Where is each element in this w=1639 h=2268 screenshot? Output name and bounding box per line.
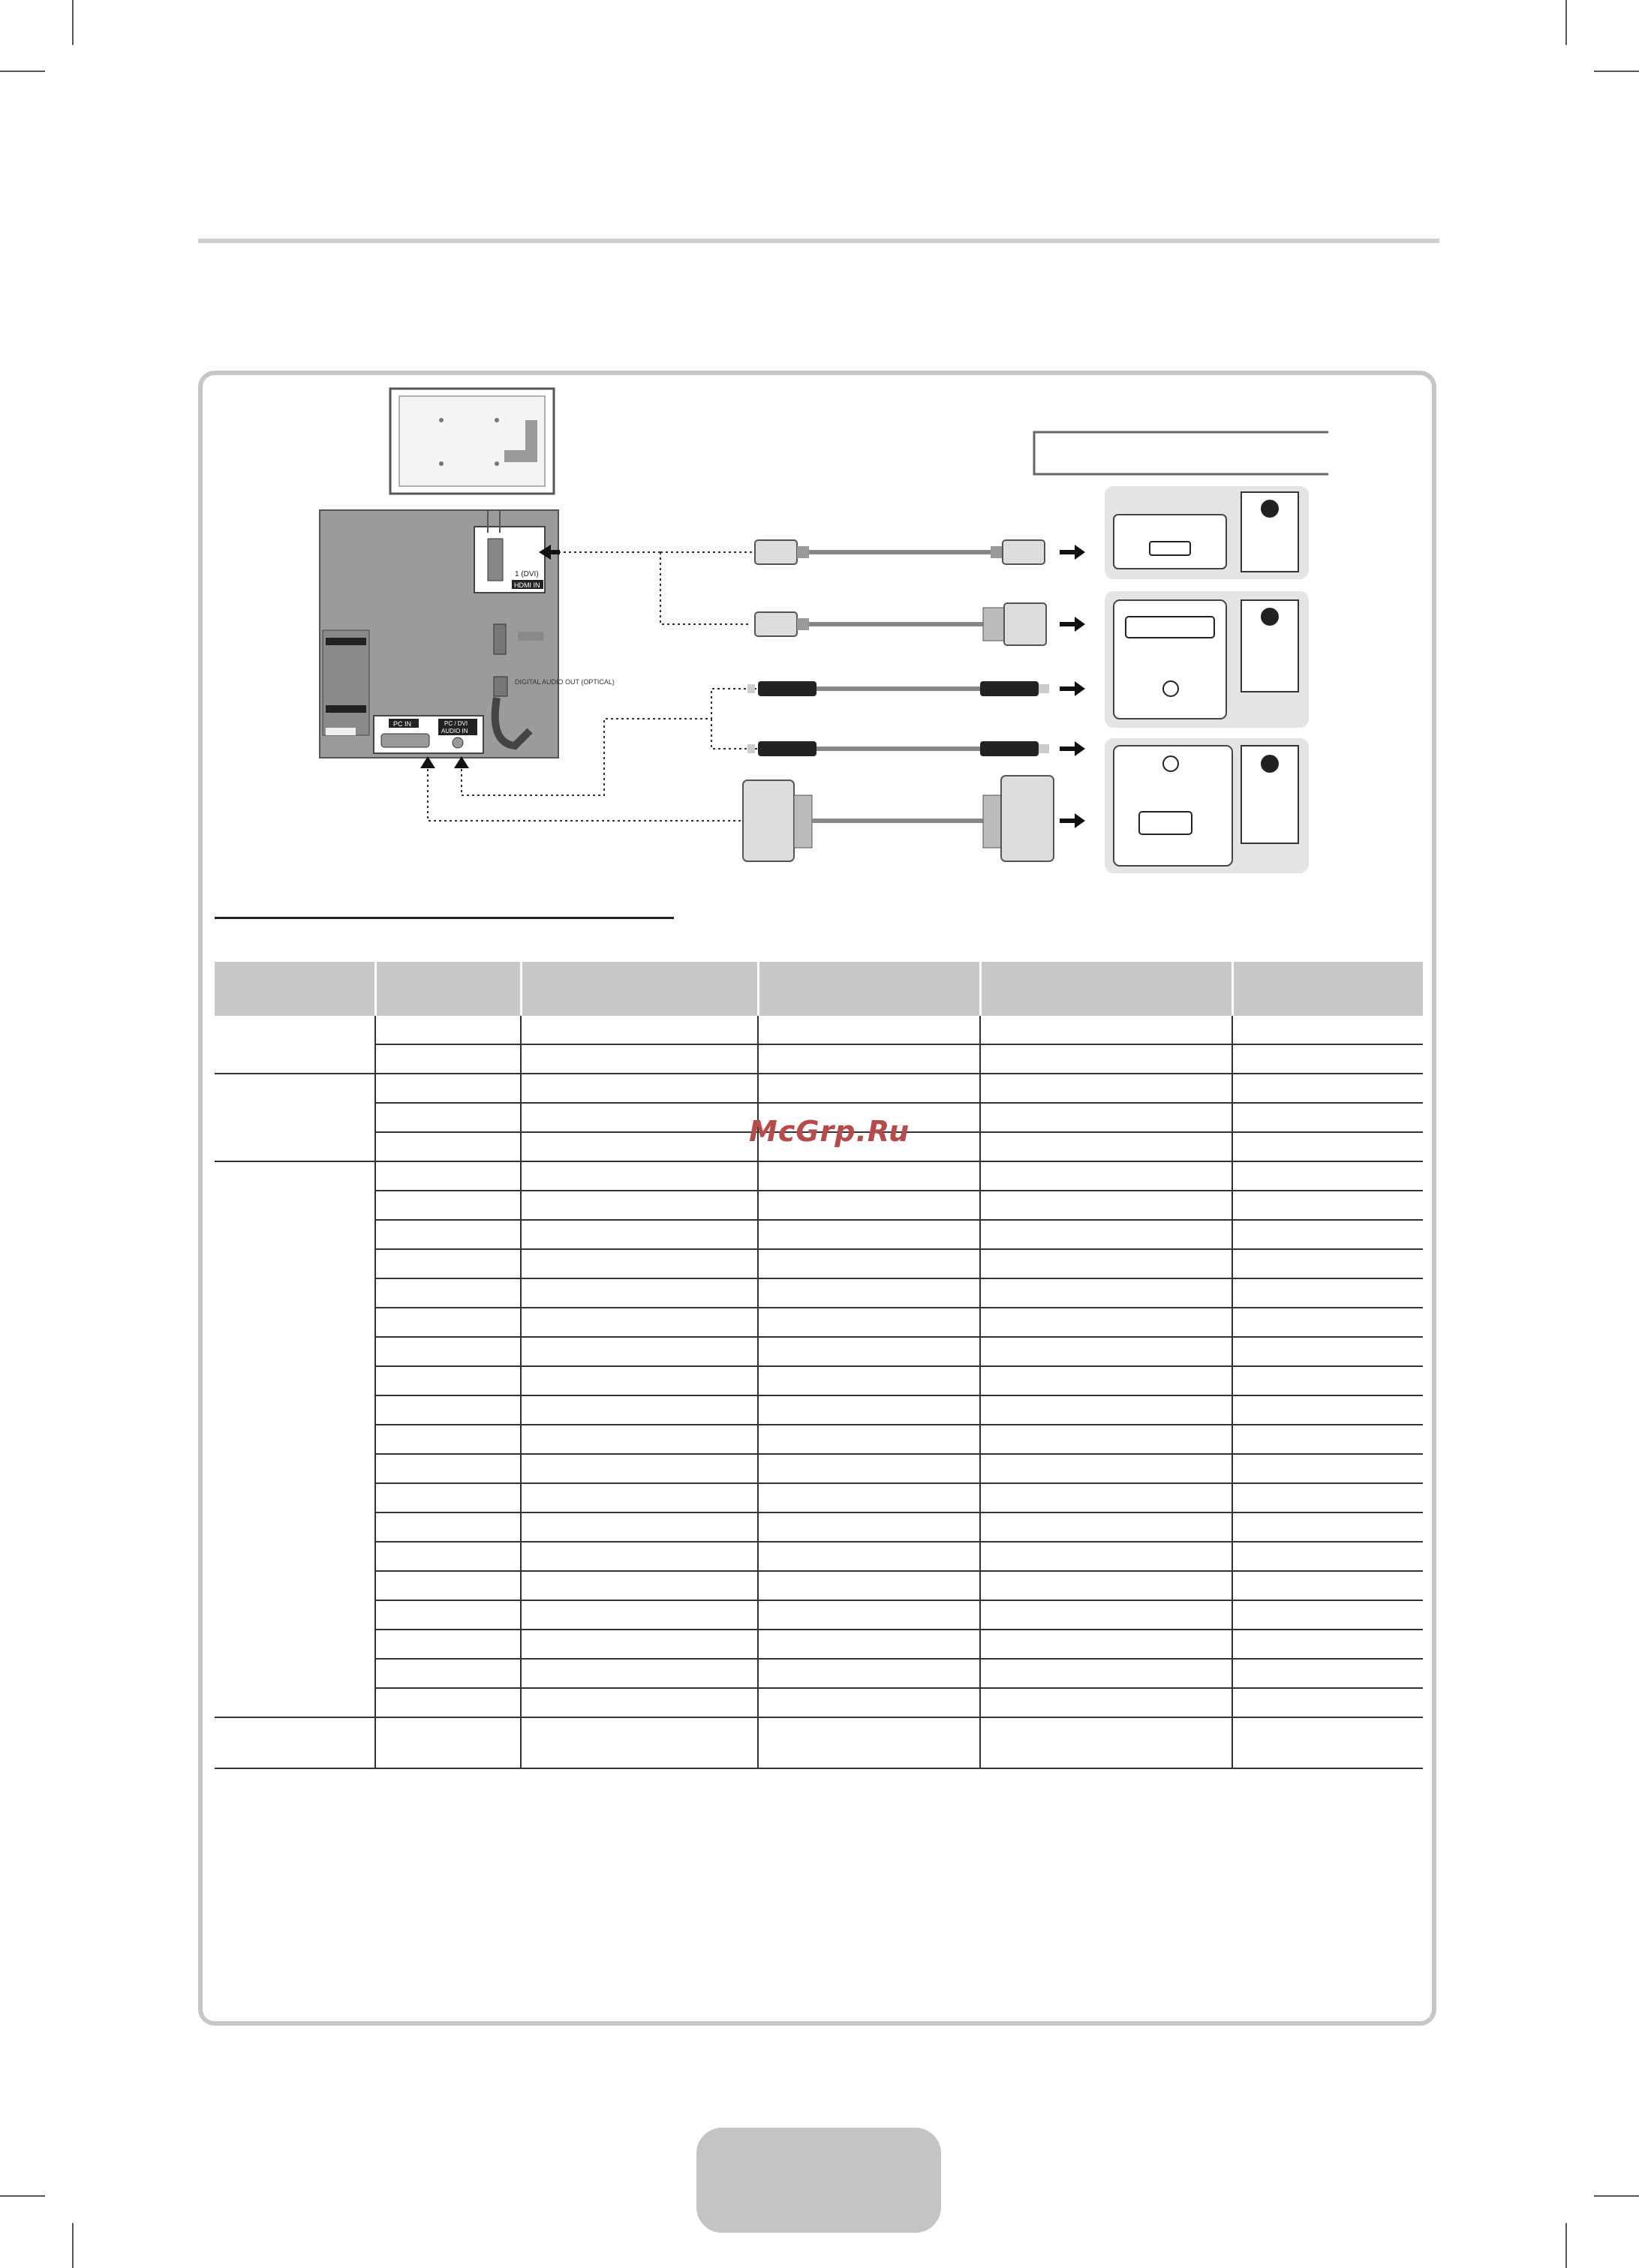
table-cell [375, 1395, 521, 1425]
table-cell [1232, 1103, 1423, 1132]
table-cell [980, 1278, 1232, 1308]
table-cell [1232, 1688, 1423, 1717]
dsub-cable [743, 776, 1054, 861]
table-cell [521, 1249, 758, 1278]
crop-mark [72, 0, 74, 45]
table-cell [375, 1016, 521, 1044]
table-cell [1232, 1571, 1423, 1600]
table-cell [521, 1425, 758, 1454]
table-cell [375, 1044, 521, 1074]
audio-in-label: AUDIO IN [441, 728, 468, 734]
table-cell [980, 1454, 1232, 1483]
table-group-cell [215, 1161, 375, 1717]
table-cell [980, 1630, 1232, 1659]
table-cell [1232, 1425, 1423, 1454]
table-cell [758, 1191, 980, 1220]
table-cell [521, 1688, 758, 1717]
table-cell [1232, 1220, 1423, 1249]
tv-thumbnail [390, 389, 554, 494]
table-cell [980, 1016, 1232, 1044]
table-cell [758, 1425, 980, 1454]
table-cell [758, 1278, 980, 1308]
table-cell [1232, 1600, 1423, 1630]
table-cell [1232, 1717, 1423, 1768]
table-group-cell [215, 1074, 375, 1161]
table-header-cell [1232, 962, 1423, 1016]
table-cell [1232, 1542, 1423, 1571]
crop-mark [1565, 0, 1567, 45]
arrow-icons [1060, 545, 1085, 828]
table-cell [758, 1337, 980, 1366]
table-cell [758, 1688, 980, 1717]
table-cell [758, 1161, 980, 1191]
table-cell [375, 1278, 521, 1308]
table-cell [1232, 1483, 1423, 1513]
table-cell [1232, 1308, 1423, 1337]
table-cell [1232, 1630, 1423, 1659]
table-cell [521, 1395, 758, 1425]
audio-cable [747, 681, 1049, 696]
table-row [215, 1513, 1423, 1542]
table-cell [980, 1483, 1232, 1513]
table-row [215, 1542, 1423, 1571]
table-cell [1232, 1278, 1423, 1308]
table-cell [980, 1600, 1232, 1630]
table-cell [980, 1191, 1232, 1220]
table-cell [758, 1717, 980, 1768]
table-row [215, 1630, 1423, 1659]
table-cell [980, 1395, 1232, 1425]
table-cell [980, 1425, 1232, 1454]
header-rule [198, 239, 1439, 243]
table-cell [1232, 1337, 1423, 1366]
table-header-cell [758, 962, 980, 1016]
table-group-cell [215, 1016, 375, 1074]
table-cell [980, 1132, 1232, 1161]
digital-audio-label: DIGITAL AUDIO OUT (OPTICAL) [515, 678, 615, 686]
table-cell [375, 1513, 521, 1542]
pc-device-hdmi [1105, 486, 1309, 579]
hdmi-in-label: HDMI IN [514, 581, 540, 589]
table-cell [980, 1308, 1232, 1337]
table-cell [521, 1191, 758, 1220]
table-cell [521, 1483, 758, 1513]
table-cell [980, 1571, 1232, 1600]
table-row [215, 1600, 1423, 1630]
watermark: McGrp.Ru [749, 1115, 910, 1148]
table-cell [980, 1717, 1232, 1768]
table-cell [375, 1220, 521, 1249]
crop-mark [0, 2195, 45, 2197]
table-cell [375, 1483, 521, 1513]
table-cell [758, 1483, 980, 1513]
table-cell [980, 1220, 1232, 1249]
table-cell [1232, 1044, 1423, 1074]
tv-rear-panel [320, 510, 615, 758]
table-cell [521, 1630, 758, 1659]
table-cell [1232, 1249, 1423, 1278]
table-row [215, 1278, 1423, 1308]
table-cell [375, 1600, 521, 1630]
table-row [215, 1016, 1423, 1044]
table-cell [1232, 1659, 1423, 1688]
table-group-cell [215, 1717, 375, 1768]
table-cell [521, 1337, 758, 1366]
table-row [215, 1337, 1423, 1366]
hdmi-dvi-cable [755, 603, 1046, 645]
table-header-cell [215, 962, 375, 1016]
table-row [215, 1191, 1423, 1220]
table-cell [758, 1513, 980, 1542]
table-cell [758, 1249, 980, 1278]
section-title-underline [215, 917, 674, 919]
table-cell [1232, 1132, 1423, 1161]
table-row [215, 1220, 1423, 1249]
table-cell [980, 1659, 1232, 1688]
table-cell [375, 1249, 521, 1278]
table-cell [375, 1571, 521, 1600]
table-cell [758, 1630, 980, 1659]
table-cell [375, 1337, 521, 1366]
table-row [215, 1366, 1423, 1395]
pc-device-dsub [1105, 738, 1309, 873]
table-cell [980, 1103, 1232, 1132]
table-cell [1232, 1513, 1423, 1542]
table-cell [758, 1659, 980, 1688]
table-row [215, 1425, 1423, 1454]
table-row [215, 1659, 1423, 1688]
table-cell [758, 1600, 980, 1630]
table-cell [758, 1366, 980, 1395]
table-cell [1232, 1454, 1423, 1483]
table-cell [980, 1513, 1232, 1542]
pc-dvi-label: PC / DVI [444, 720, 468, 727]
table-cell [521, 1542, 758, 1571]
table-cell [375, 1103, 521, 1132]
table-cell [375, 1366, 521, 1395]
table-cell [375, 1454, 521, 1483]
table-row [215, 1688, 1423, 1717]
table-cell [980, 1161, 1232, 1191]
table-cell [521, 1366, 758, 1395]
table-cell [521, 1454, 758, 1483]
table-header-row [215, 962, 1423, 1016]
table-cell [980, 1074, 1232, 1103]
table-cell [1232, 1366, 1423, 1395]
table-cell [980, 1688, 1232, 1717]
table-cell [980, 1044, 1232, 1074]
pc-in-label: PC IN [393, 720, 412, 728]
table-cell [521, 1074, 758, 1103]
table-cell [758, 1074, 980, 1103]
table-cell [521, 1717, 758, 1768]
table-cell [1232, 1016, 1423, 1044]
table-row [215, 1308, 1423, 1337]
table-row [215, 1717, 1423, 1768]
table-cell [375, 1161, 521, 1191]
table-cell [375, 1717, 521, 1768]
table-cell [521, 1161, 758, 1191]
table-cell [375, 1659, 521, 1688]
table-cell [521, 1659, 758, 1688]
table-cell [521, 1220, 758, 1249]
table-cell [521, 1132, 758, 1161]
crop-mark [1565, 2223, 1567, 2268]
table-cell [521, 1016, 758, 1044]
crop-mark [0, 71, 45, 72]
audio-cable [747, 741, 1049, 756]
table-cell [758, 1308, 980, 1337]
page-number-tab [696, 2128, 941, 2233]
table-cell [758, 1016, 980, 1044]
display-mode-table [215, 962, 1423, 1769]
table-cell [375, 1542, 521, 1571]
connection-diagram [203, 375, 1328, 885]
table-cell [758, 1220, 980, 1249]
table-cell [375, 1132, 521, 1161]
table-cell [521, 1044, 758, 1074]
table-cell [521, 1278, 758, 1308]
crop-mark [1594, 2195, 1639, 2197]
table-cell [521, 1308, 758, 1337]
table-cell [521, 1600, 758, 1630]
table-cell [980, 1542, 1232, 1571]
table-cell [980, 1249, 1232, 1278]
device-label-box [1034, 432, 1328, 474]
table-row [215, 1249, 1423, 1278]
table-row [215, 1454, 1423, 1483]
table-row [215, 1044, 1423, 1074]
table-row [215, 1161, 1423, 1191]
table-row [215, 1571, 1423, 1600]
hdmi-port-label: 1 (DVI) [515, 570, 539, 578]
table-header-cell [521, 962, 758, 1016]
table-header-cell [980, 962, 1232, 1016]
table-cell [375, 1688, 521, 1717]
hdmi-cable [755, 540, 1045, 564]
table-cell [375, 1425, 521, 1454]
crop-mark [1594, 71, 1639, 72]
table-cell [1232, 1395, 1423, 1425]
table-row [215, 1074, 1423, 1103]
table-cell [1232, 1161, 1423, 1191]
crop-mark [72, 2223, 74, 2268]
table-cell [758, 1571, 980, 1600]
table-header-cell [375, 962, 521, 1016]
table-cell [521, 1571, 758, 1600]
table-cell [758, 1454, 980, 1483]
table-cell [521, 1103, 758, 1132]
table-cell [758, 1542, 980, 1571]
table-cell [1232, 1074, 1423, 1103]
table-cell [980, 1337, 1232, 1366]
table-cell [758, 1044, 980, 1074]
table-cell [375, 1074, 521, 1103]
table-cell [1232, 1191, 1423, 1220]
table-cell [758, 1395, 980, 1425]
pc-device-dvi [1105, 591, 1309, 728]
table-cell [375, 1308, 521, 1337]
table-cell [521, 1513, 758, 1542]
table-row [215, 1395, 1423, 1425]
table-cell [375, 1630, 521, 1659]
table-row [215, 1483, 1423, 1513]
table-cell [375, 1191, 521, 1220]
table-cell [980, 1366, 1232, 1395]
